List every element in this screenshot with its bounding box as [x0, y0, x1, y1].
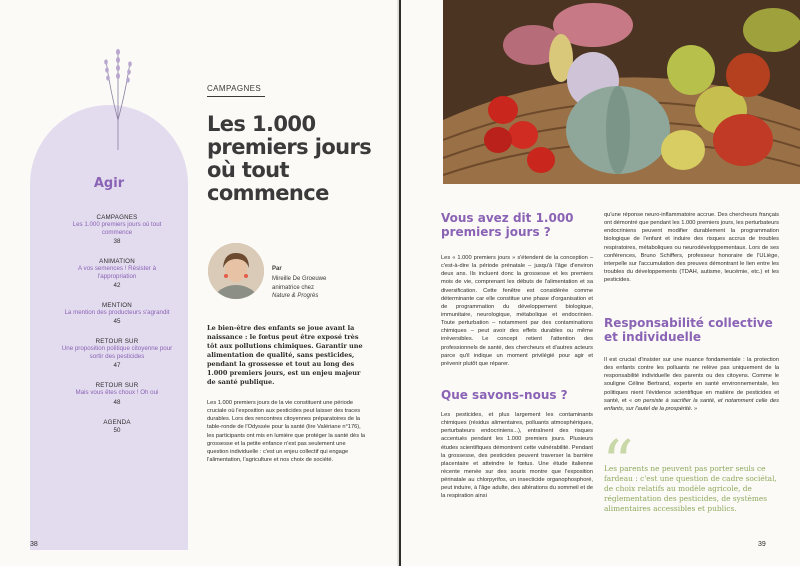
toc-section: AGENDA [103, 418, 131, 426]
toc-page: 45 [113, 318, 121, 326]
section-kicker: CAMPAGNES [207, 84, 262, 93]
toc-entry[interactable] [58, 258, 176, 289]
article-lead: Le bien-être des enfants se joue avant la naissance : le fœtus peut être exposé très tôt aux pollutions chimiques. Garantir une alimentation de qualité, sans pesticides, pendant la grossesse et tout au long des 1.000 premiers jours, est un enjeu majeur de santé publique. [207, 324, 363, 386]
heading-what-do-we-know: Que savons-nous ? [441, 388, 568, 402]
toc-title: Les 1.000 premiers jours où tout commence [72, 221, 162, 237]
toc-page: 42 [113, 282, 121, 290]
table-of-contents [58, 214, 176, 447]
heading-what-are-1000-days: Vous avez dit 1.000 premiers jours ? [441, 211, 574, 239]
author-role [272, 284, 362, 300]
body-column-2-part-1: qu'une réponse neuro-inflammatoire accrue. Des chercheurs français ont démontré que pendant les 1.000 premiers jours, les perturbateurs endocriniens peuvent modifier durablement la programmation biologique de l'enfant et induire des risques accrus de troubles respiratoires, métaboliques ou neurodéveloppementaux. Lors de ses conférences, Bruno Schiffers, professeur honoraire de l'ULiège, interpelle sur l'accumulation des preuves démontrant le lien entre les troubles du développements (TDAH, autisme, leucémie, etc.) et les pesticides. [604, 212, 779, 284]
toc-entry[interactable] [58, 302, 176, 325]
body-column-2-quote-end: » [692, 405, 698, 412]
toc-entry[interactable] [58, 382, 176, 405]
body-column-2-quote: on persiste à sacrifier la santé, et notamment celle des enfants, sur l'autel de la prospérité. [604, 397, 779, 412]
toc-entry[interactable] [58, 338, 176, 369]
toc-entry[interactable] [58, 214, 176, 245]
toc-page: 47 [113, 362, 121, 370]
kicker-underline [207, 96, 265, 97]
toc-section: ANIMATION [99, 258, 135, 266]
sidebar-title: Agir [93, 176, 125, 191]
toc-title: La mention des producteurs s'agrandit [64, 309, 170, 317]
lavender-sprig-illustration [88, 40, 148, 150]
author-organization: Nature & Progrès [272, 293, 319, 300]
toc-section: RETOUR SUR [95, 382, 139, 390]
body-column-1-part-2: Les pesticides, et plus largement les contaminants chimiques (résidus alimentaires, polluants atmosphériques, perturbateurs endocriniens...), entraînent des risques accentués pendant les 1.000 premiers jours. Plusieurs études scientifiques démontrent cette vulnérabilité. Pendant la grossesse, des pesticides peuvent traverser la barrière placentaire et atteindre le fœtus. Une étude italienne récente menée sur des souris montre que l'exposition périnatale au chlorpyrifos, un insecticide organophosphoré, peut induire, à l'âge adulte, des altérations du sommeil et de la respiration ainsi [441, 412, 593, 500]
toc-section: RETOUR SUR [95, 338, 139, 346]
body-column-2-text: Il est crucial d'insister sur une nuance fondamentale : la protection des enfants contre les polluants ne relève pas uniquement de la responsabilité individuelle des parents ou des citoyens. Comme le souligne Céline Bertrand, experte en santé environnementale, les politiques nient l'évidence scientifique en matière de pesticides et santé, et « [604, 357, 779, 404]
toc-section: MENTION [102, 302, 132, 310]
toc-title: Mais vous êtes choux ! Oh oui [75, 389, 159, 397]
author-role-text: animatrice chez [272, 285, 315, 291]
author-by-label: Par [272, 266, 282, 272]
toc-title: A vos semences ! Résister à l'appropriation [77, 265, 157, 281]
quote-mark-icon: “ [602, 426, 634, 499]
toc-page: 50 [113, 426, 121, 434]
author-avatar [208, 243, 264, 299]
toc-page: 38 [113, 238, 121, 246]
vegetable-basket-photo [443, 0, 800, 184]
body-column-2-part-2 [604, 356, 779, 413]
right-page [401, 0, 800, 566]
toc-title: Une proposition politique citoyenne pour sortir des pesticides [61, 345, 173, 361]
page-number-left: 38 [30, 541, 38, 548]
pull-quote: Les parents ne peuvent pas porter seuls ce fardeau : c'est une question de cadre sociétal, de choix relatifs au modèle agricole, de réglementation des pesticides, de systèmes alimentaires accessibles et publics. [604, 464, 777, 513]
toc-entry[interactable] [58, 419, 176, 434]
article-body-intro: Les 1.000 premiers jours de la vie constituent une période cruciale où l'exposition aux pesticides peut laisser des traces durables. Lors des rencontres citoyennes préparatoires de la table-ronde de l'Odyssée pour la santé (lire Valériane n°176), les participants ont mis en lumière que protéger la santé dès la grossesse et la petite enfance n'est pas seulement une question individuelle : c'est un enjeu collectif qui engage l'alimentation, l'agriculture et nos choix de société. [207, 400, 366, 463]
toc-page: 48 [113, 398, 121, 406]
author-name: Mireille De Groeuwe [272, 276, 327, 282]
toc-section: CAMPAGNES [96, 214, 138, 221]
page-number-right: 39 [758, 541, 766, 548]
article-headline: Les 1.000 premiers jours où tout commence [207, 112, 372, 206]
left-page [0, 0, 399, 566]
heading-collective-responsibility: Responsabilité collective et individuelle [604, 316, 773, 345]
body-column-1-part-1: Les « 1.000 premiers jours » s'étendent de la conception – c'est-à-dire la période prénatale – jusqu'à l'âge d'environ deux ans. Ils incluent donc la grossesse et les premiers mois de vie, comprenant les débuts de l'alimentation et sa diversification. Cette fenêtre est considérée comme déterminante car elle constitue une phase d'organisation et de programmation du développement biologique, immunitaire, neurologique, métabolique et endocrinien. Toute perturbation – notamment par des contaminations chimiques – peut avoir des effets durables ou même irréversibles. Le concept retient l'attention des professionnels de santé, des chercheurs et d'autres acteurs parce qu'il indique un moment privilégié pour agir et prévenir plutôt que réparer. [441, 255, 593, 367]
